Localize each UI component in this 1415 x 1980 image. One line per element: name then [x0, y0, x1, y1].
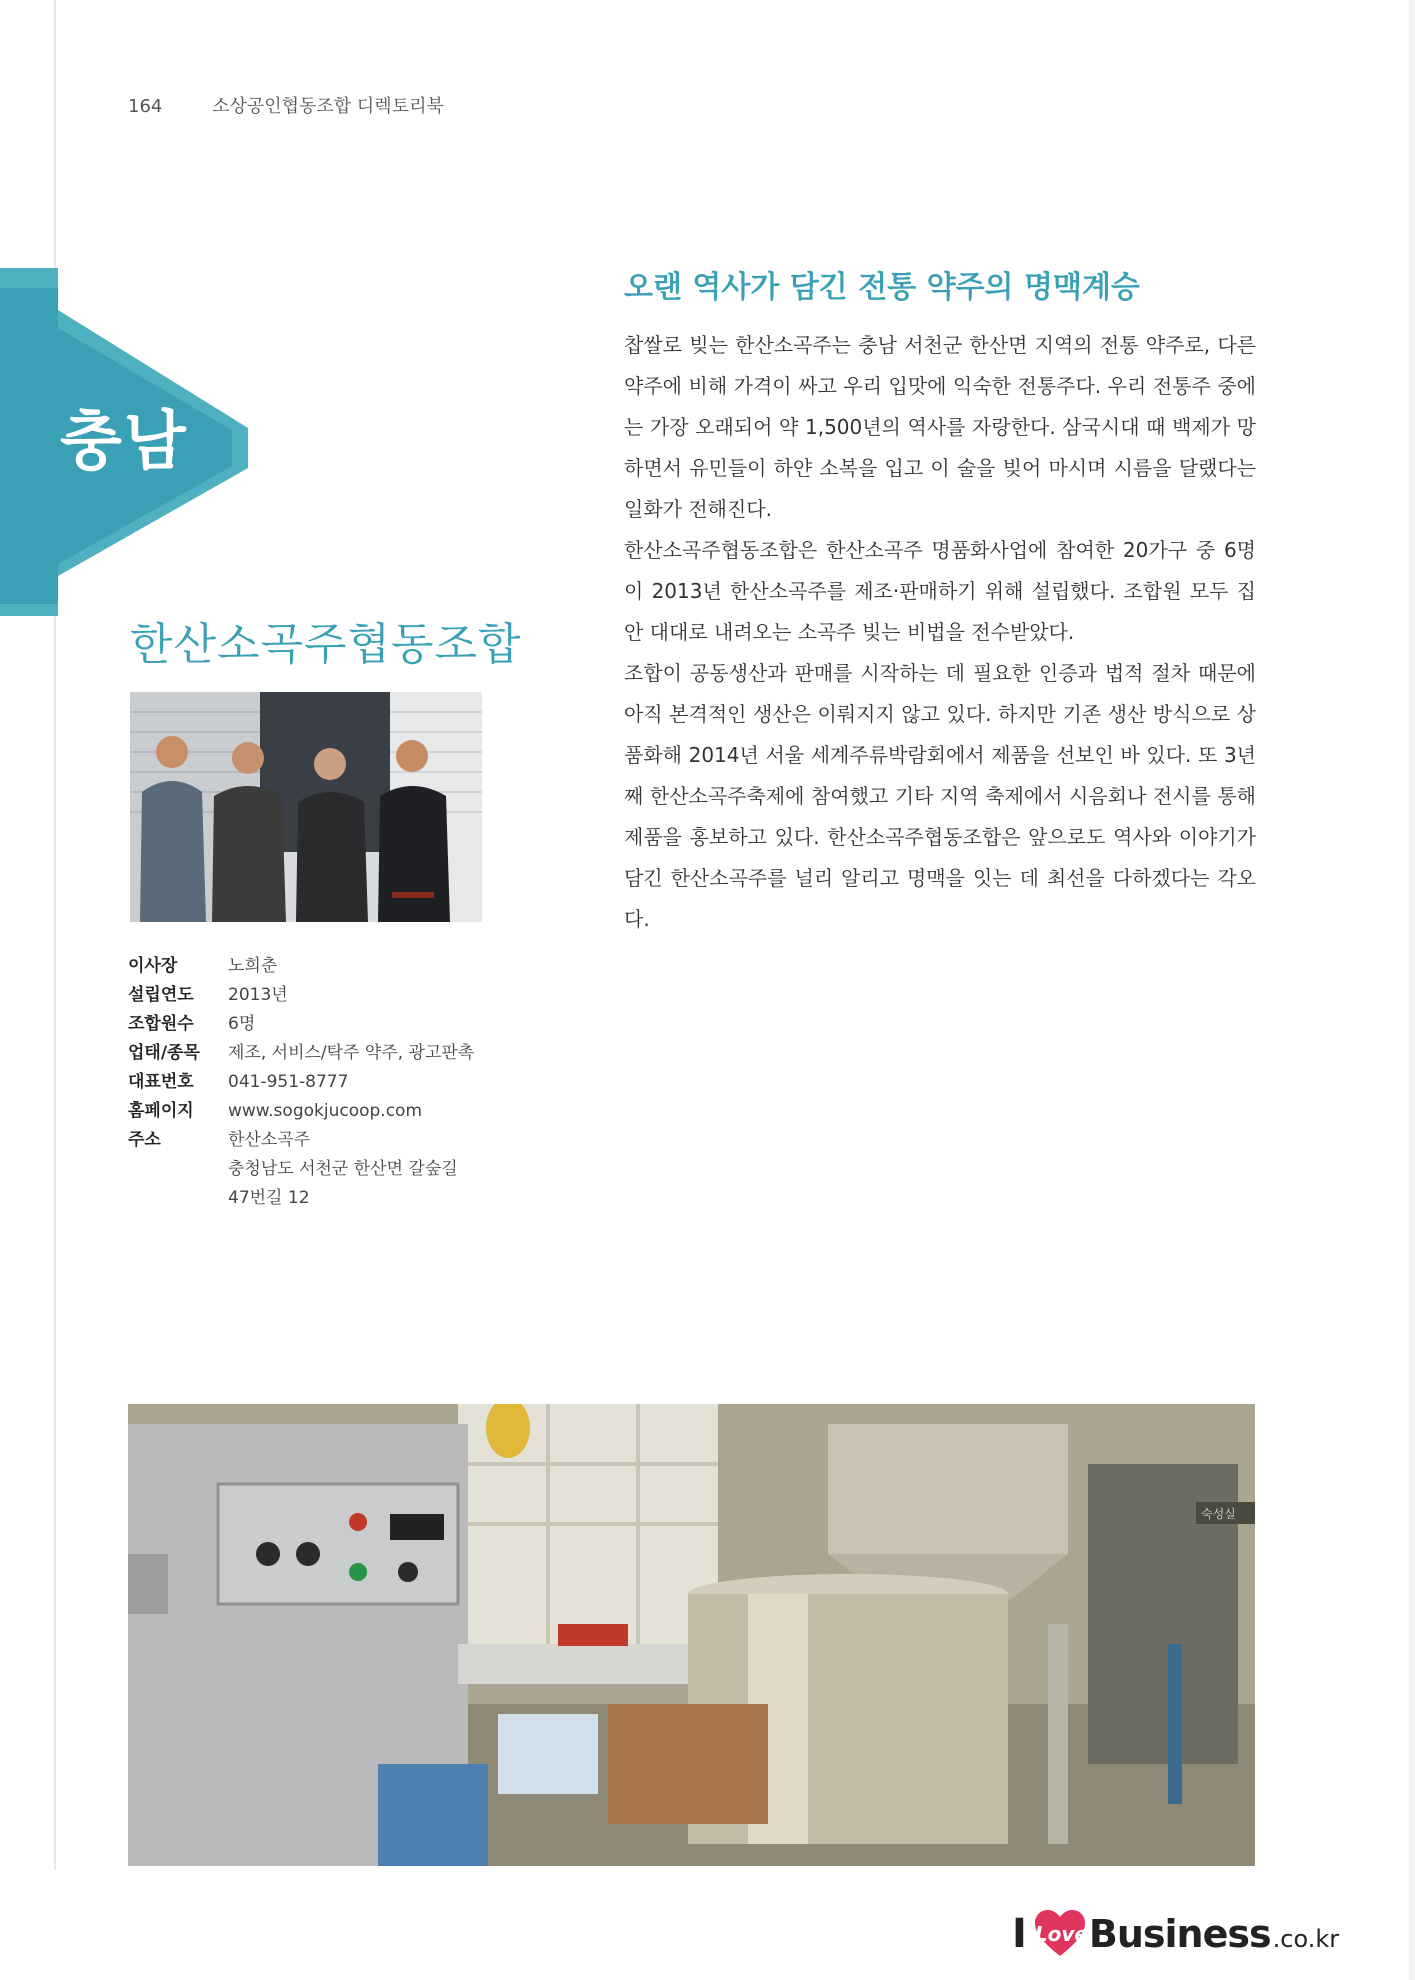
heart-icon — [1034, 1910, 1088, 1958]
info-value: 제조, 서비스/탁주 약주, 광고판촉 — [228, 1043, 475, 1063]
logo-i: I — [1012, 1911, 1027, 1957]
page-header — [128, 92, 444, 118]
info-row-founded — [128, 981, 508, 1010]
info-row-phone — [128, 1068, 508, 1097]
book-title: 소상공인협동조합 디렉토리북 — [212, 96, 444, 117]
page-number: 164 — [128, 96, 163, 117]
article-title: 오랜 역사가 담긴 전통 약주의 명맥계승 — [624, 270, 1140, 305]
coop-name: 한산소곡주협동조합 — [130, 619, 522, 670]
page-edge-right — [1409, 0, 1415, 1980]
info-value — [228, 1126, 458, 1213]
info-row-business — [128, 1039, 508, 1068]
article-paragraph: 찹쌀로 빚는 한산소곡주는 충남 서천군 한산면 지역의 전통 약주로, 다른 약주에 비해 가격이 싸고 우리 입맛에 익숙한 전통주다. 우리 전통주 중에는 가장 오래되어 약 1,500년의 역사를 자랑한다. 삼국시대 때 백제가 망하면서 유민들이 하얀 소복을 입고 이 술을 빚어 마시며 시름을 달랬다는 일화가 전해진다. — [624, 333, 1256, 521]
info-key: 설립연도 — [128, 985, 194, 1005]
info-key: 조합원수 — [128, 1014, 194, 1034]
article-body — [624, 325, 1256, 940]
info-key: 대표번호 — [128, 1072, 194, 1092]
info-row-homepage — [128, 1097, 508, 1126]
info-key: 이사장 — [128, 956, 178, 976]
info-value: 6명 — [228, 1014, 256, 1034]
info-row-ceo — [128, 952, 508, 981]
address-line: 충청남도 서천군 한산면 갈숲길 — [228, 1159, 458, 1179]
logo-domain: .co.kr — [1272, 1925, 1340, 1953]
info-row-members — [128, 1010, 508, 1039]
article-paragraph: 한산소곡주협동조합은 한산소곡주 명품화사업에 참여한 20가구 중 6명이 2013년 한산소곡주를 제조·판매하기 위해 설립했다. 조합원 모두 집안 대대로 내려오는 소곡주 빚는 비법을 전수받았다. — [624, 538, 1256, 644]
logo-business: Business — [1088, 1912, 1271, 1956]
address-line: 한산소곡주 — [228, 1130, 311, 1150]
logo-love: Love — [1034, 1922, 1088, 1946]
info-table — [128, 952, 508, 1213]
info-value: 노희춘 — [228, 956, 278, 976]
info-value: 041-951-8777 — [228, 1072, 349, 1092]
region-label: 충남 — [60, 405, 188, 479]
footer-logo — [1012, 1908, 1339, 1960]
info-key: 홈페이지 — [128, 1101, 194, 1121]
info-value: 2013년 — [228, 985, 288, 1005]
address-line: 47번길 12 — [228, 1188, 310, 1208]
info-row-address — [128, 1126, 508, 1213]
photo-sign: 숙성실 — [1201, 1507, 1236, 1521]
factory-photo — [128, 1404, 1255, 1866]
article-paragraph: 조합이 공동생산과 판매를 시작하는 데 필요한 인증과 법적 절차 때문에 아직 본격적인 생산은 이뤄지지 않고 있다. 하지만 기존 생산 방식으로 상품화해 2014년 서울 세계주류박람회에서 제품을 선보인 바 있다. 또 3년째 한산소곡주축제에 참여했고 기타 지역 축제에서 시음회나 전시를 통해 제품을 홍보하고 있다. 한산소곡주협동조합은 앞으로도 역사와 이야기가 담긴 한산소곡주를 널리 알리고 명맥을 잇는 데 최선을 다하겠다는 각오다. — [624, 661, 1256, 931]
info-key: 업태/종목 — [128, 1043, 200, 1063]
info-key: 주소 — [128, 1130, 161, 1150]
homepage-link[interactable]: www.sogokjucoop.com — [228, 1101, 422, 1121]
team-photo — [130, 692, 482, 922]
